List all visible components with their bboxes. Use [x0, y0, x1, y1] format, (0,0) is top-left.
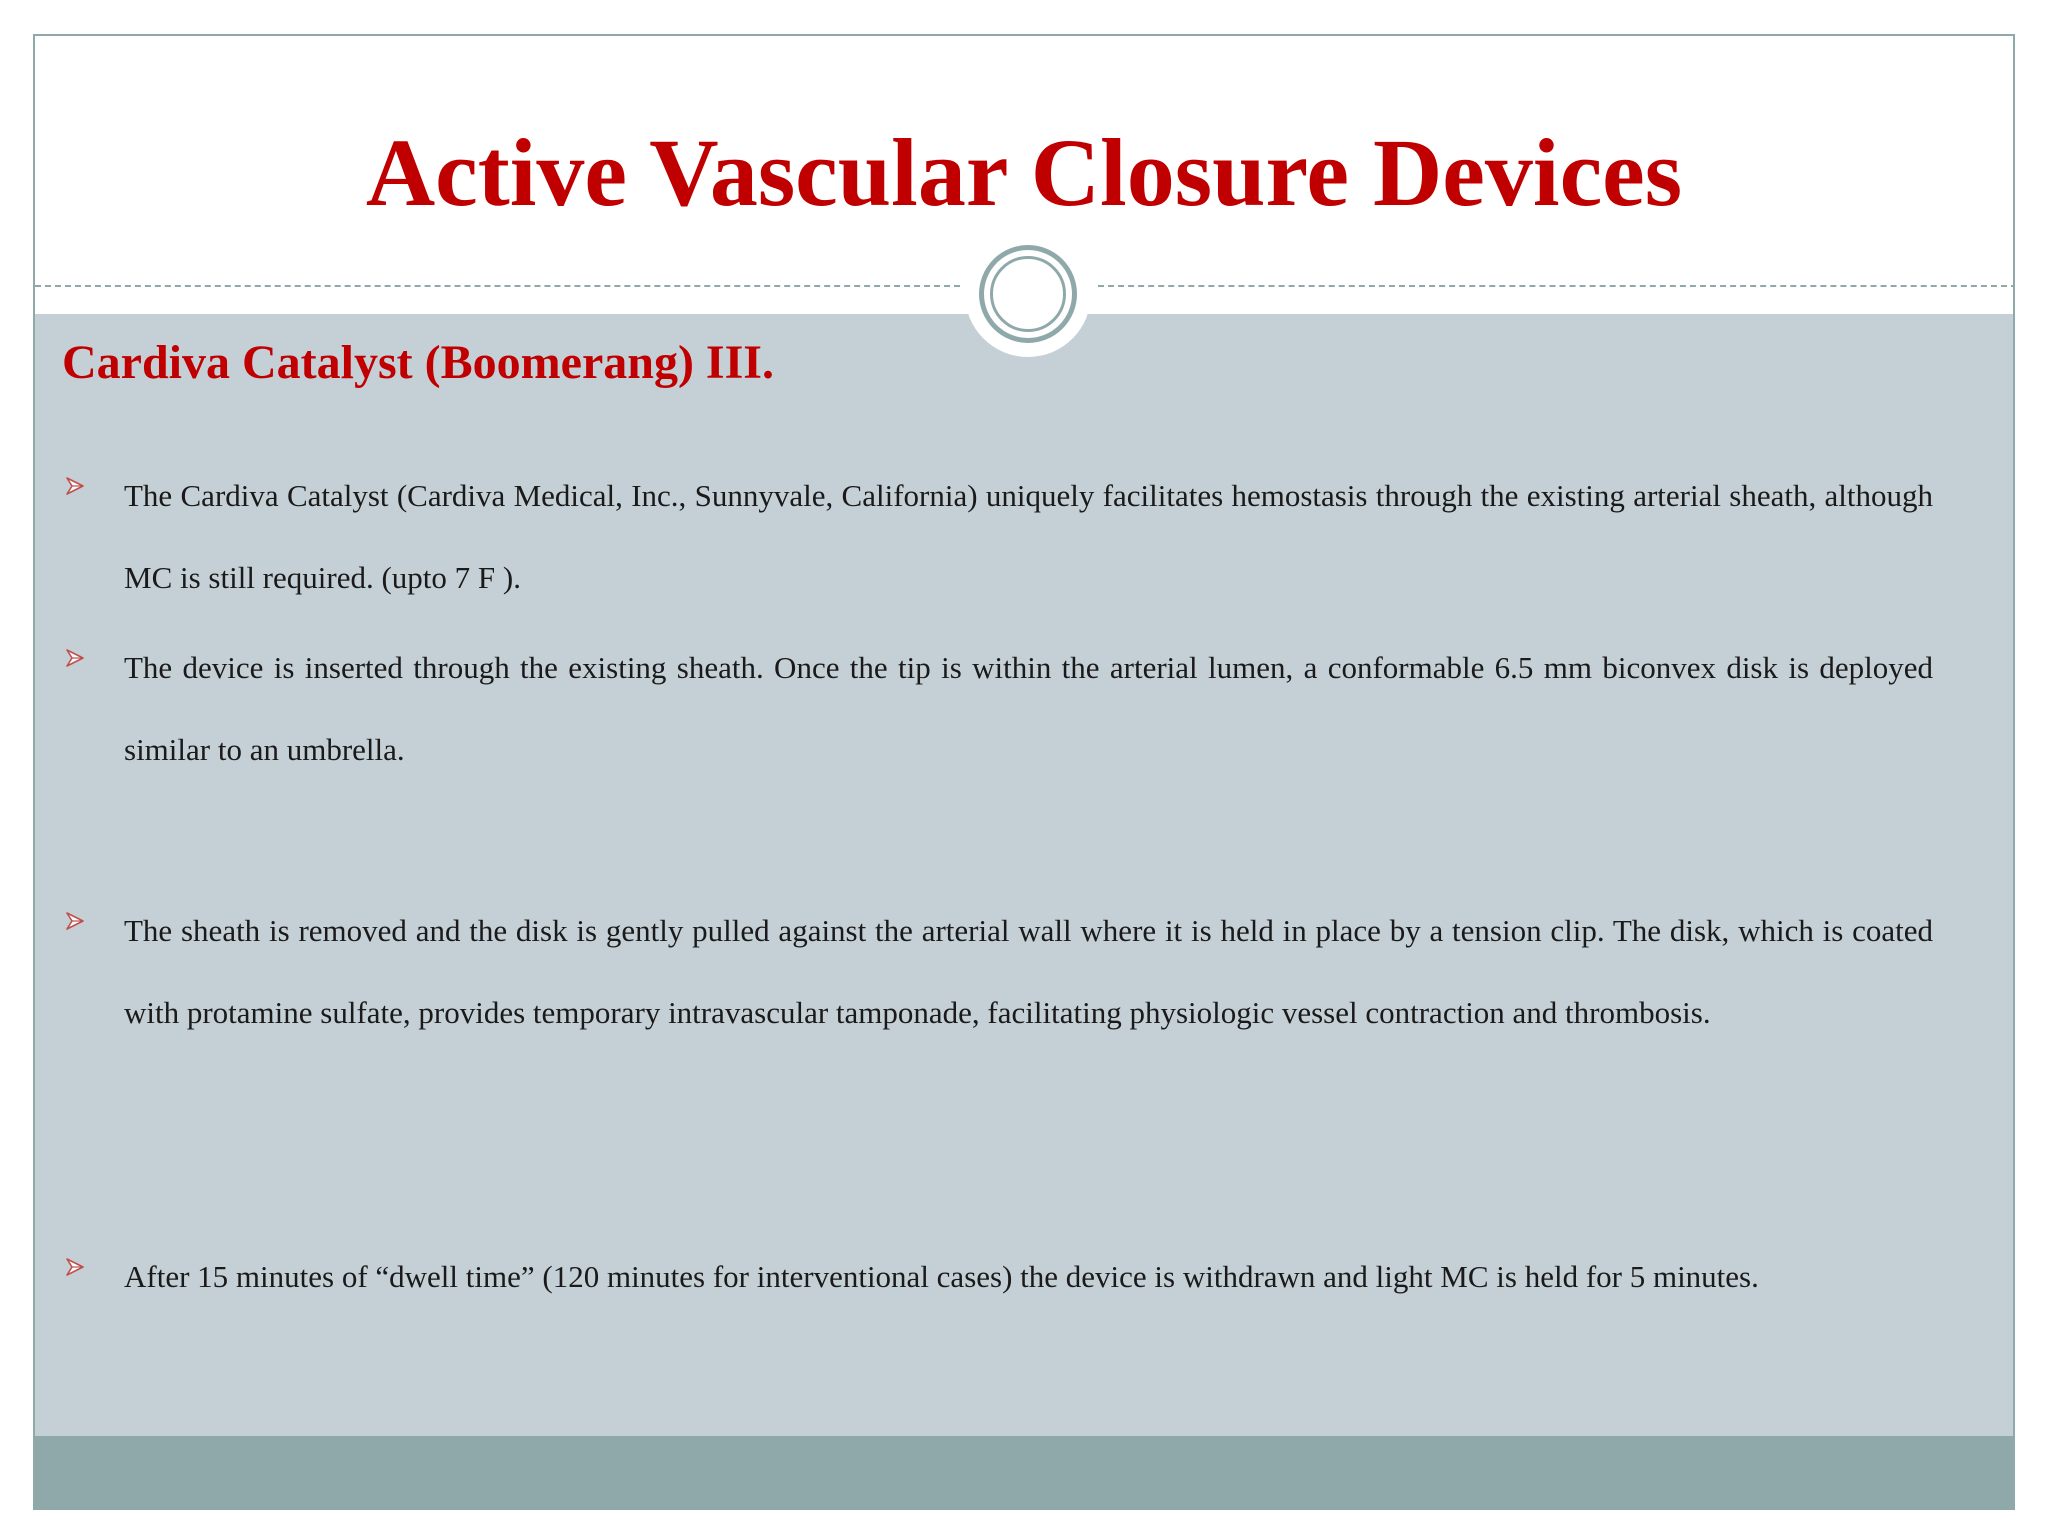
title-divider-right — [1098, 285, 2015, 287]
slide-title: Active Vascular Closure Devices — [365, 119, 1683, 226]
ring-inner — [990, 256, 1066, 332]
footer-bar — [35, 1436, 2013, 1510]
arrow-bullet-icon — [66, 1258, 84, 1276]
arrow-bullet-icon — [66, 912, 84, 930]
arrow-bullet-icon — [66, 649, 84, 667]
bullet-text: The Cardiva Catalyst (Cardiva Medical, Inc., Sunnyvale, California) uniquely facilitates hemostasis through the existing arterial sheath, although MC is still required. (upto 7 F ). — [124, 478, 1933, 595]
bullet-text: After 15 minutes of “dwell time” (120 minutes for interventional cases) the device is withdrawn and light MC is held for 5 minutes. — [124, 1259, 1759, 1294]
ring-ornament-icon — [965, 231, 1091, 357]
slide — [33, 34, 2015, 1510]
arrow-bullet-icon — [66, 477, 84, 495]
section-heading: Cardiva Catalyst (Boomerang) III. — [62, 336, 774, 389]
bullet-text: The sheath is removed and the disk is gently pulled against the arterial wall where it is held in place by a tension clip. The disk, which is coated with protamine sulfate, provides temporary intravascular tamponade, facilitating physiologic vessel contraction and thrombosis. — [124, 913, 1933, 1030]
title-divider-left — [35, 285, 960, 287]
ring-outer — [979, 245, 1077, 343]
bullet-text: The device is inserted through the existing sheath. Once the tip is within the arterial lumen, a conformable 6.5 mm biconvex disk is deployed similar to an umbrella. — [124, 650, 1933, 767]
